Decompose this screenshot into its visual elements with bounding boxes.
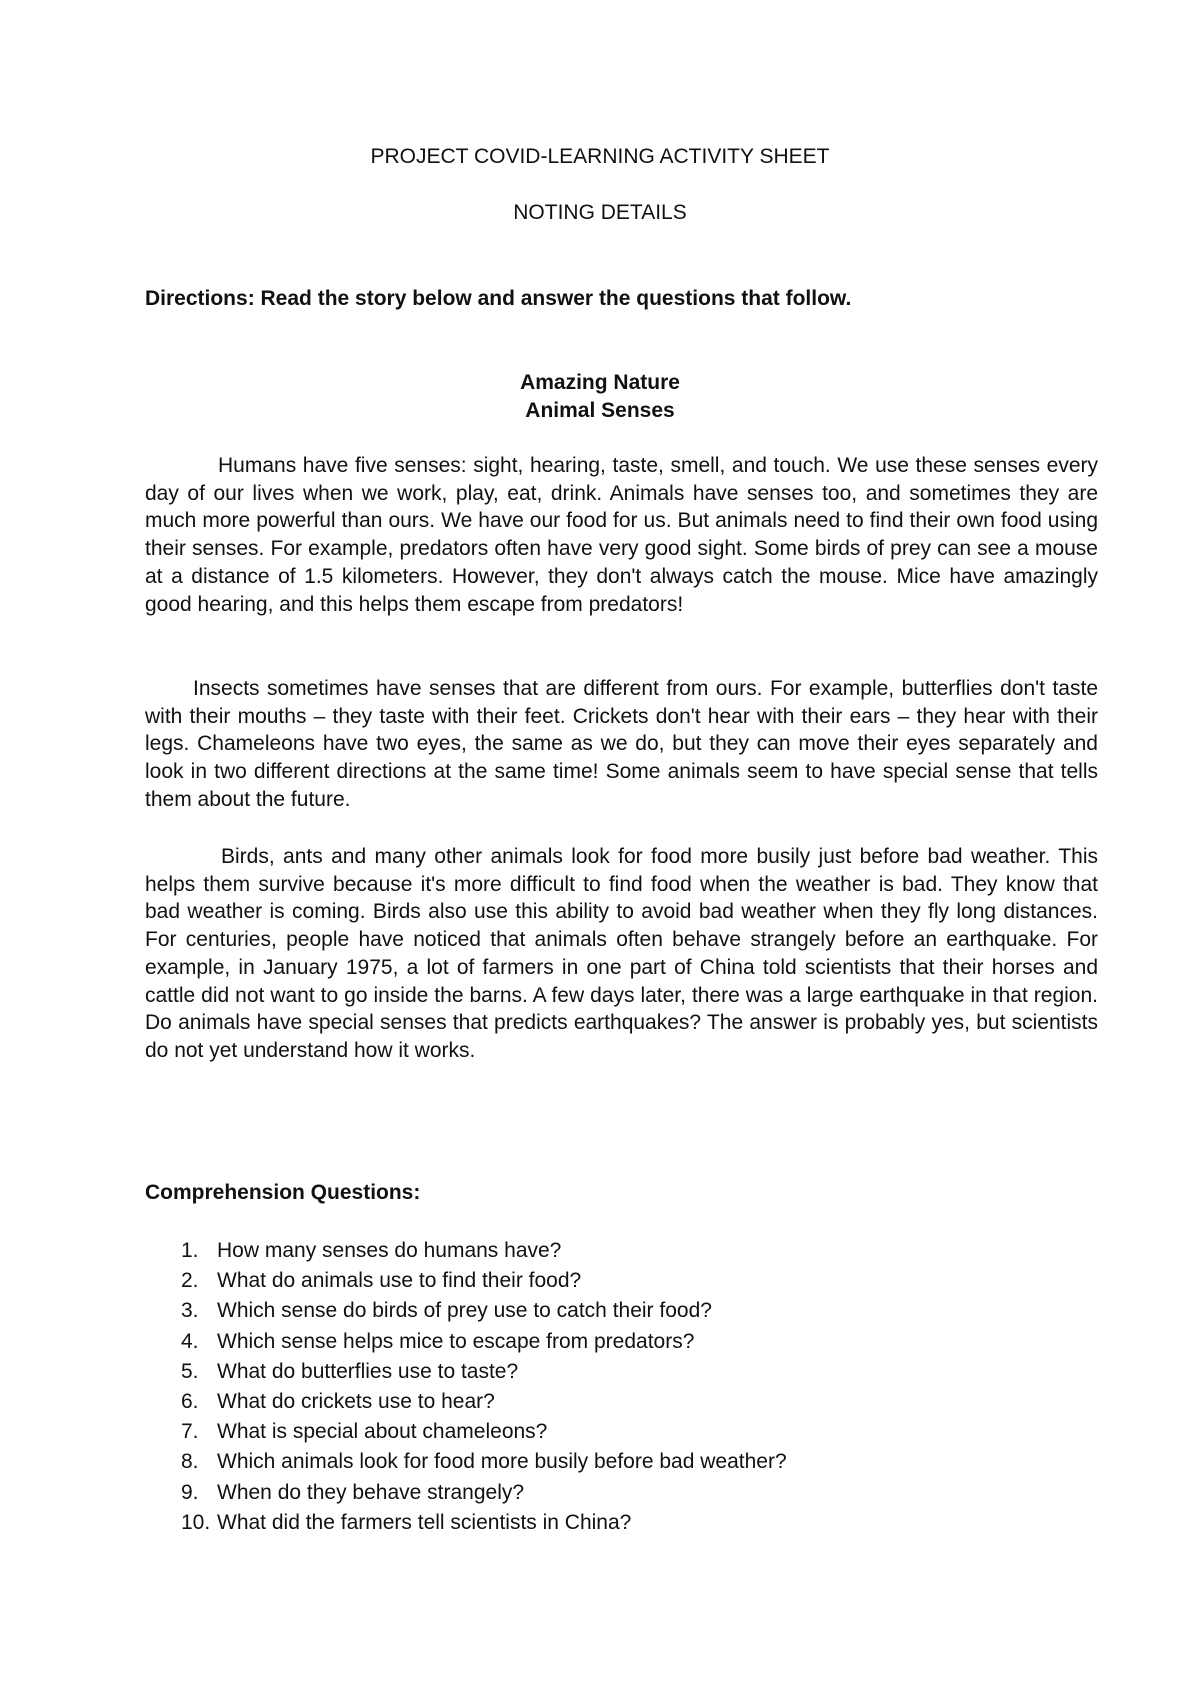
question-item [145,1296,787,1326]
question-item [145,1327,787,1357]
question-item [145,1447,787,1477]
question-text: Which animals look for food more busily before bad weather? [217,1450,787,1474]
question-item [145,1266,787,1296]
question-number: 9. [181,1480,199,1504]
question-number: 10. [181,1510,211,1534]
story-heading: Amazing Nature [520,371,680,394]
question-text: Which sense do birds of prey use to catch their food? [217,1299,712,1323]
question-text: Which sense helps mice to escape from predators? [217,1329,695,1353]
question-item [145,1417,787,1447]
question-text: What did the farmers tell scientists in China? [217,1510,632,1534]
question-number: 5. [181,1359,199,1383]
question-item [145,1357,787,1387]
question-text: What is special about chameleons? [217,1420,548,1444]
question-text: How many senses do humans have? [217,1239,562,1262]
question-number: 4. [181,1329,199,1353]
question-text: When do they behave strangely? [217,1480,525,1504]
page-subtitle: NOTING DETAILS [513,201,687,224]
question-item [145,1508,787,1538]
questions-list [145,1236,787,1538]
questions-heading: Comprehension Questions: [145,1181,421,1204]
page-title: PROJECT COVID-LEARNING ACTIVITY SHEET [370,145,830,168]
story-paragraph-1: Humans have five senses: sight, hearing, taste, smell, and touch. We use these senses every day of our lives when we work, play, eat, drink. Animals have senses too, and sometimes they are much more powerful than ours. We have our food for us. But animals need to find their own food using their senses. For example, predators often have very good sight. Some birds of prey can see a mouse at a distance of 1.5 kilometers. However, they don't always catch the mouse. Mice have amazingly good hearing, and this helps them escape from predators! [145,454,1098,616]
question-item [145,1236,787,1266]
story-subheading: Animal Senses [525,399,675,422]
question-number: 6. [181,1390,199,1414]
question-number: 8. [181,1450,199,1474]
directions-text: Directions: Read the story below and answer the questions that follow. [145,287,852,310]
question-item [145,1478,787,1508]
question-item [145,1387,787,1417]
story-paragraph-3: Birds, ants and many other animals look for food more busily just before bad weather. This helps them survive because it's more difficult to find food when the weather is bad. They know that bad weather is coming. Birds also use this ability to avoid bad weather when they fly long distances. For centuries, people have noticed that animals often behave strangely before an earthquake. For example, in January 1975, a lot of farmers in one part of China told scientists that their horses and cattle did not want to go inside the barns. A few days later, there was a large earthquake in that region. Do animals have special senses that predicts earthquakes? The answer is probably yes, but scientists do not yet understand how it works. [145,845,1098,1062]
question-number: 7. [181,1420,199,1444]
question-text: What do crickets use to hear? [217,1390,495,1414]
question-number: 1. [181,1239,199,1262]
story-title-block [0,369,1200,425]
question-number: 2. [181,1269,199,1293]
story-paragraph-2: Insects sometimes have senses that are different from ours. For example, butterflies don't taste with their mouths – they taste with their feet. Crickets don't hear with their ears – they hear with their legs. Chameleons have two eyes, the same as we do, but they can move their eyes separately and look in two different directions at the same time! Some animals seem to have special sense that tells them about the future. [145,677,1098,811]
question-number: 3. [181,1299,199,1323]
question-text: What do butterflies use to taste? [217,1359,519,1383]
question-text: What do animals use to find their food? [217,1269,582,1293]
